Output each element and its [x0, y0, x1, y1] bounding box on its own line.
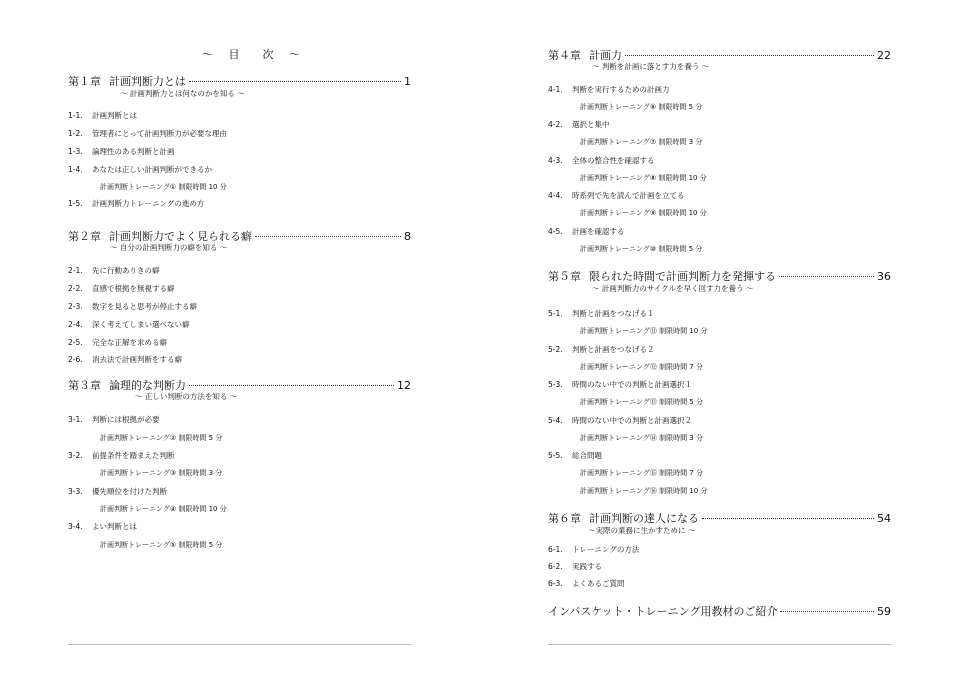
chapter-number: 第３章 [68, 379, 101, 392]
section-number: 1-1. [68, 111, 83, 120]
section-title: 管理者にとって計画判断力が必要な理由 [92, 129, 227, 138]
section-number: 5-5. [548, 451, 563, 460]
section-item[interactable] [548, 308, 655, 319]
chapter-page: 54 [877, 512, 891, 525]
section-number: 1-5. [68, 199, 83, 208]
section-number: 3-4. [68, 522, 83, 531]
section-title: 前提条件を踏まえた判断 [92, 451, 175, 460]
training-item: 計画判断トレーニング③ 制限時間 3 分 [100, 469, 223, 477]
section-number: 1-4. [68, 165, 83, 174]
section-number: 5-1. [548, 309, 563, 318]
training-item: 計画判断トレーニング⑫ 制限時間 7 分 [580, 363, 703, 371]
chapter-number: 第６章 [548, 512, 581, 525]
chapter-number: 第５章 [548, 270, 581, 283]
chapter-number: 第１章 [68, 75, 101, 88]
section-item[interactable] [68, 110, 137, 121]
training-item: 計画判断トレーニング④ 制限時間 10 分 [100, 505, 227, 513]
section-title: 完全な正解を求める癖 [92, 338, 167, 347]
section-number: 3-2. [68, 451, 83, 460]
training-item: 計画判断トレーニング⑭ 制限時間 3 分 [580, 434, 703, 442]
section-item[interactable] [548, 119, 610, 130]
section-title: 時間のない中での判断と計画選択１ [572, 380, 692, 389]
appendix-heading[interactable] [548, 603, 891, 619]
section-number: 6-1. [548, 545, 563, 554]
section-title: 実践する [572, 562, 602, 571]
chapter-heading[interactable] [68, 73, 411, 89]
section-number: 1-3. [68, 147, 83, 156]
section-title: 判断と計画をつなげる１ [572, 309, 655, 318]
section-number: 3-1. [68, 415, 83, 424]
section-item[interactable] [548, 379, 692, 390]
chapter-title: インバスケット・トレーニング用教材のご紹介 [548, 605, 778, 618]
chapter-subtitle: ～実際の業務に生かすために ～ [588, 526, 696, 535]
right-page [480, 0, 960, 680]
dot-leader [189, 385, 394, 386]
section-item[interactable] [548, 344, 655, 355]
chapter-title: 限られた時間で計画判断力を発揮する [589, 270, 776, 283]
training-item: 計画判断トレーニング⑯ 制限時間 10 分 [580, 487, 708, 495]
section-title: 選択と集中 [572, 120, 610, 129]
section-title: 判断を実行するための計画力 [572, 85, 670, 94]
section-title: 総合問題 [572, 451, 602, 460]
chapter-subtitle: ～ 計画判断力のサイクルを早く回す力を養う ～ [592, 284, 754, 293]
chapter-page: 36 [877, 270, 891, 283]
section-title: よくあるご質問 [572, 579, 625, 588]
section-title: 優先順位を付けた判断 [92, 487, 167, 496]
chapter-heading[interactable] [548, 268, 891, 284]
section-title: よい判断とは [92, 522, 137, 531]
section-number: 5-4. [548, 416, 563, 425]
chapter-title: 計画力 [589, 49, 622, 62]
section-item[interactable] [68, 128, 227, 139]
dot-leader [702, 518, 874, 519]
training-item: 計画判断トレーニング① 制限時間 10 分 [100, 183, 227, 191]
chapter-page: 22 [877, 49, 891, 62]
section-number: 6-3. [548, 579, 563, 588]
chapter-title: 計画判断力でよく見られる癖 [109, 230, 252, 243]
section-item[interactable] [548, 578, 625, 589]
chapter-title: 論理的な判断力 [109, 379, 186, 392]
section-number: 2-6. [68, 355, 83, 364]
section-item[interactable] [68, 354, 182, 365]
section-title: 深く考えてしまい選べない癖 [92, 320, 190, 329]
chapter-subtitle: ～ 自分の計画判断力の癖を知る ～ [110, 243, 228, 252]
section-item[interactable] [68, 319, 190, 330]
section-number: 5-2. [548, 345, 563, 354]
section-title: 計画判断とは [92, 111, 137, 120]
toc-title: ～ 目 次 ～ [202, 48, 306, 61]
section-item[interactable] [548, 415, 692, 426]
dot-leader [625, 55, 874, 56]
section-title: 消去法で計画判断をする癖 [92, 355, 182, 364]
training-item: 計画判断トレーニング⑧ 制限時間 10 分 [580, 174, 707, 182]
training-item: 計画判断トレーニング⑩ 制限時間 5 分 [580, 245, 703, 253]
section-item[interactable] [548, 544, 639, 555]
section-item[interactable] [68, 486, 167, 497]
section-title: あなたは正しい計画判断ができるか [92, 165, 212, 174]
chapter-page: 12 [397, 379, 411, 392]
section-item[interactable] [68, 301, 197, 312]
chapter-subtitle: ～ 判断を計画に落とす力を養う ～ [592, 62, 710, 71]
section-number: 4-5. [548, 227, 563, 236]
chapter-heading[interactable] [548, 510, 891, 526]
training-item: 計画判断トレーニング⑪ 制限時間 10 分 [580, 327, 708, 335]
dot-leader [780, 611, 874, 612]
chapter-title: 計画判断の達人になる [589, 512, 699, 525]
section-title: 時系列で先を読んで計画を立てる [572, 191, 685, 200]
training-item: 計画判断トレーニング⑥ 制限時間 5 分 [580, 103, 703, 111]
chapter-subtitle: ～ 正しい判断の方法を知る ～ [135, 392, 238, 401]
chapter-page: 1 [404, 75, 411, 88]
section-title: 判断には根拠が必要 [92, 415, 160, 424]
section-title: トレーニングの方法 [572, 545, 640, 554]
section-item[interactable] [548, 450, 602, 461]
section-title: 時間のない中での判断と計画選択２ [572, 416, 692, 425]
section-number: 3-3. [68, 487, 83, 496]
section-number: 2-2. [68, 284, 83, 293]
section-item[interactable] [548, 155, 655, 166]
section-number: 4-4. [548, 191, 563, 200]
section-number: 4-3. [548, 156, 563, 165]
dot-leader [255, 236, 401, 237]
section-item[interactable] [68, 265, 160, 276]
chapter-subtitle: ～ 計画判断力とは何なのかを知る ～ [120, 89, 245, 98]
section-item[interactable] [548, 84, 670, 95]
dot-leader [189, 81, 401, 82]
section-number: 4-1. [548, 85, 563, 94]
chapter-number: 第４章 [548, 49, 581, 62]
page-footer-rule [68, 644, 411, 645]
dot-leader [779, 276, 874, 277]
section-number: 2-1. [68, 266, 83, 275]
section-number: 2-3. [68, 302, 83, 311]
training-item: 計画判断トレーニング⑬ 制限時間 5 分 [580, 398, 703, 406]
section-number: 2-5. [68, 338, 83, 347]
section-number: 5-3. [548, 380, 563, 389]
chapter-page: 59 [877, 605, 891, 618]
training-item: 計画判断トレーニング⑨ 制限時間 10 分 [580, 209, 707, 217]
chapter-number: 第２章 [68, 230, 101, 243]
section-item[interactable] [68, 450, 175, 461]
training-item: 計画判断トレーニング⑤ 制限時間 5 分 [100, 541, 223, 549]
section-title: 直感で根拠を無視する癖 [92, 284, 175, 293]
section-item[interactable] [68, 198, 204, 209]
section-item[interactable] [548, 226, 625, 237]
section-title: 数字を見ると思考が停止する癖 [92, 302, 197, 311]
section-item[interactable] [548, 190, 685, 201]
chapter-title: 計画判断力とは [109, 75, 186, 88]
section-number: 1-2. [68, 129, 83, 138]
training-item: 計画判断トレーニング② 制限時間 5 分 [100, 434, 223, 442]
chapter-heading[interactable] [68, 377, 411, 393]
section-item[interactable] [68, 414, 160, 425]
section-title: 全体の整合性を確認する [572, 156, 655, 165]
section-item[interactable] [548, 561, 602, 572]
section-item[interactable] [68, 146, 175, 157]
section-title: 判断と計画をつなげる２ [572, 345, 655, 354]
page-footer-rule [548, 644, 891, 645]
section-title: 論理性のある判断と計画 [92, 147, 175, 156]
section-number: 6-2. [548, 562, 563, 571]
section-item[interactable] [68, 337, 167, 348]
section-item[interactable] [68, 283, 175, 294]
chapter-page: 8 [404, 230, 411, 243]
section-number: 2-4. [68, 320, 83, 329]
section-title: 計画を確認する [572, 227, 625, 236]
section-title: 計画判断力トレーニングの進め方 [92, 199, 205, 208]
section-title: 先に行動ありきの癖 [92, 266, 160, 275]
training-item: 計画判断トレーニング⑮ 制限時間 7 分 [580, 469, 703, 477]
section-item[interactable] [68, 521, 137, 532]
section-number: 4-2. [548, 120, 563, 129]
training-item: 計画判断トレーニング⑦ 制限時間 3 分 [580, 138, 703, 146]
section-item[interactable] [68, 164, 212, 175]
